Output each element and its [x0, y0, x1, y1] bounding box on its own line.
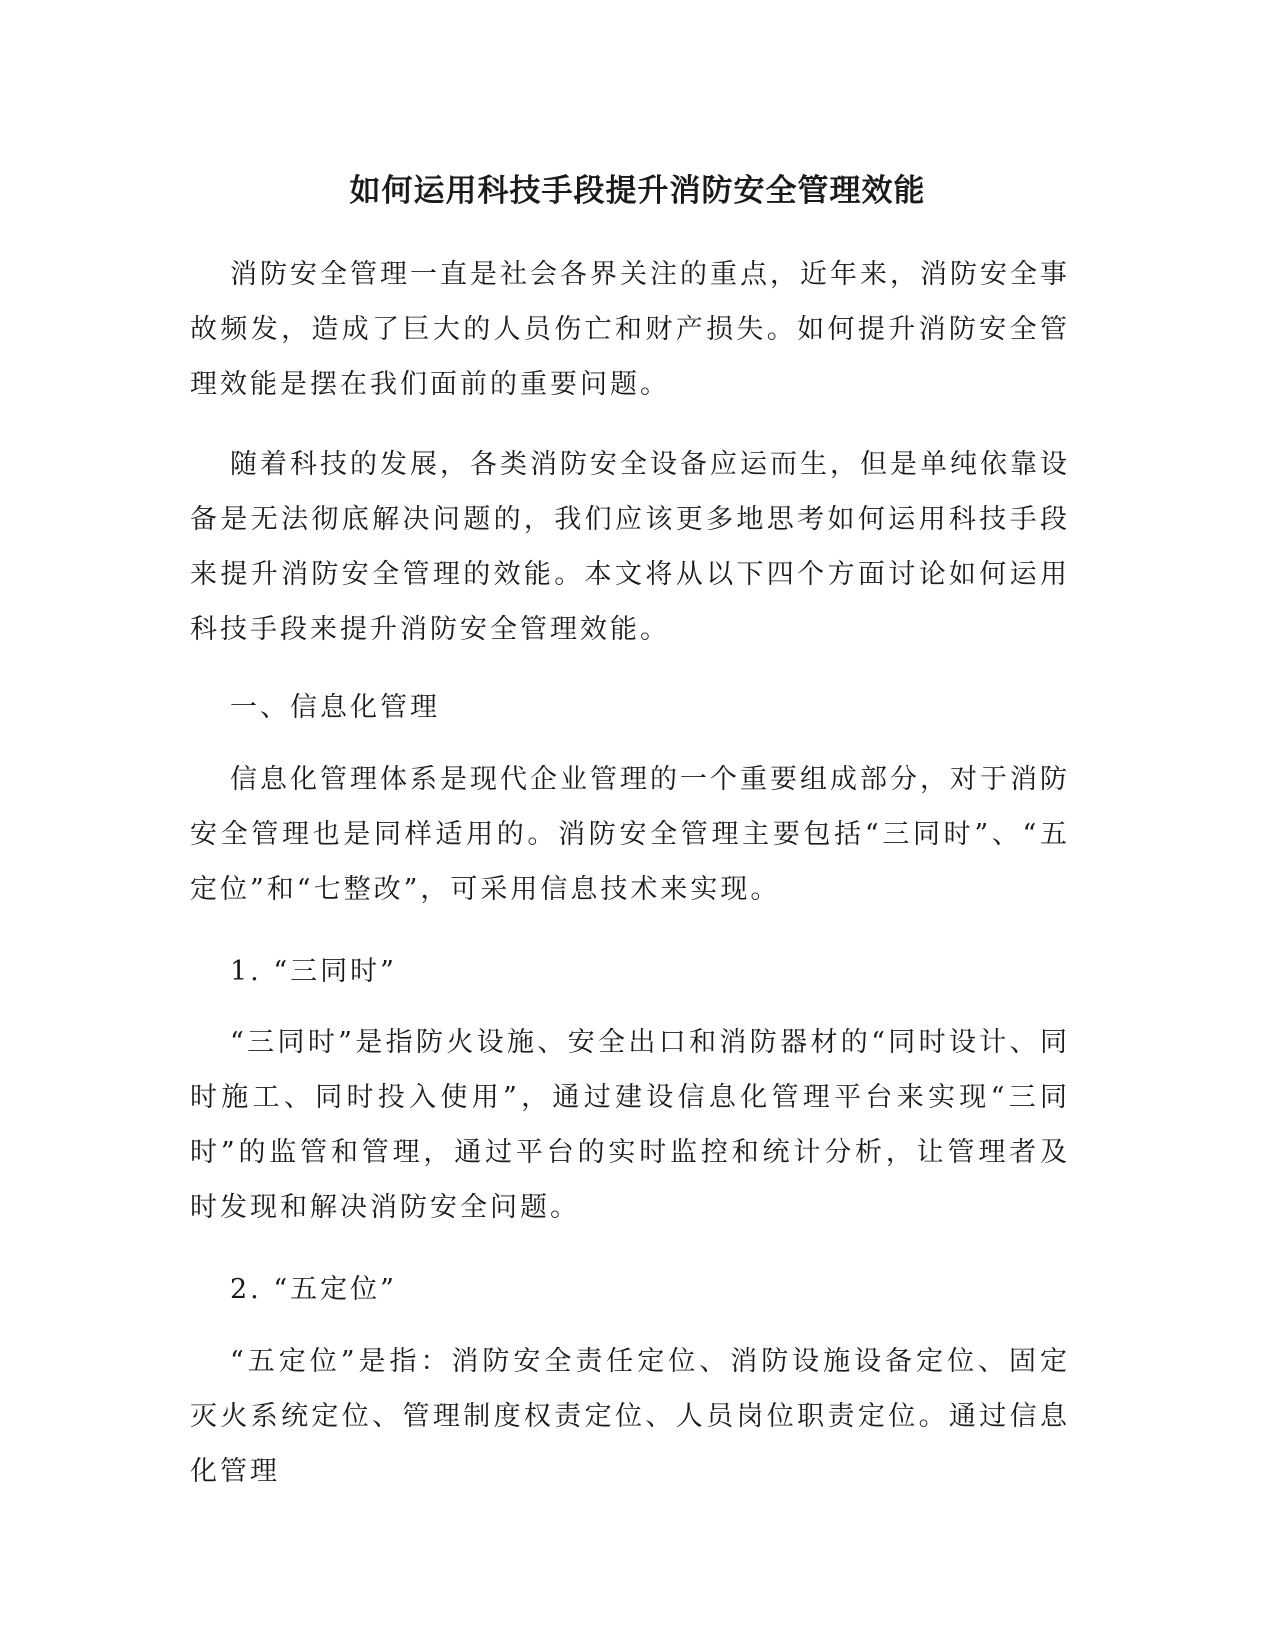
- paragraph-technology: 随着科技的发展，各类消防安全设备应运而生，但是单纯依靠设备是无法彻底解决问题的，我们应该更多地思考如何运用科技手段来提升消防安全管理的效能。本文将从以下四个方面讨论如何运用科技手段来提升消防安全管理效能。: [190, 449, 1070, 645]
- subheading-five-positions: 2. “五定位”: [230, 1274, 397, 1305]
- section-heading-information-management: 一、信息化管理: [230, 692, 440, 723]
- paragraph-three-simultaneous: “三同时”是指防火设施、安全出口和消防器材的“同时设计、同时施工、同时投入使用”，通过建设信息化管理平台来实现“三同时”的监管和管理，通过平台的实时监控和统计分析，让管理者及时发现和解决消防安全问题。: [190, 1027, 1070, 1223]
- paragraph-intro: 消防安全管理一直是社会各界关注的重点，近年来，消防安全事故频发，造成了巨大的人员伤亡和财产损失。如何提升消防安全管理效能是摆在我们面前的重要问题。: [190, 259, 1070, 400]
- paragraph-information-system: 信息化管理体系是现代企业管理的一个重要组成部分，对于消防安全管理也是同样适用的。消防安全管理主要包括“三同时”、“五定位”和“七整改”，可采用信息技术来实现。: [190, 764, 1070, 905]
- paragraph-five-positions: “五定位”是指：消防安全责任定位、消防设施设备定位、固定灭火系统定位、管理制度权责定位、人员岗位职责定位。通过信息化管理: [190, 1346, 1070, 1487]
- subheading-three-simultaneous: 1. “三同时”: [230, 956, 397, 987]
- document-title: 如何运用科技手段提升消防安全管理效能: [349, 173, 926, 209]
